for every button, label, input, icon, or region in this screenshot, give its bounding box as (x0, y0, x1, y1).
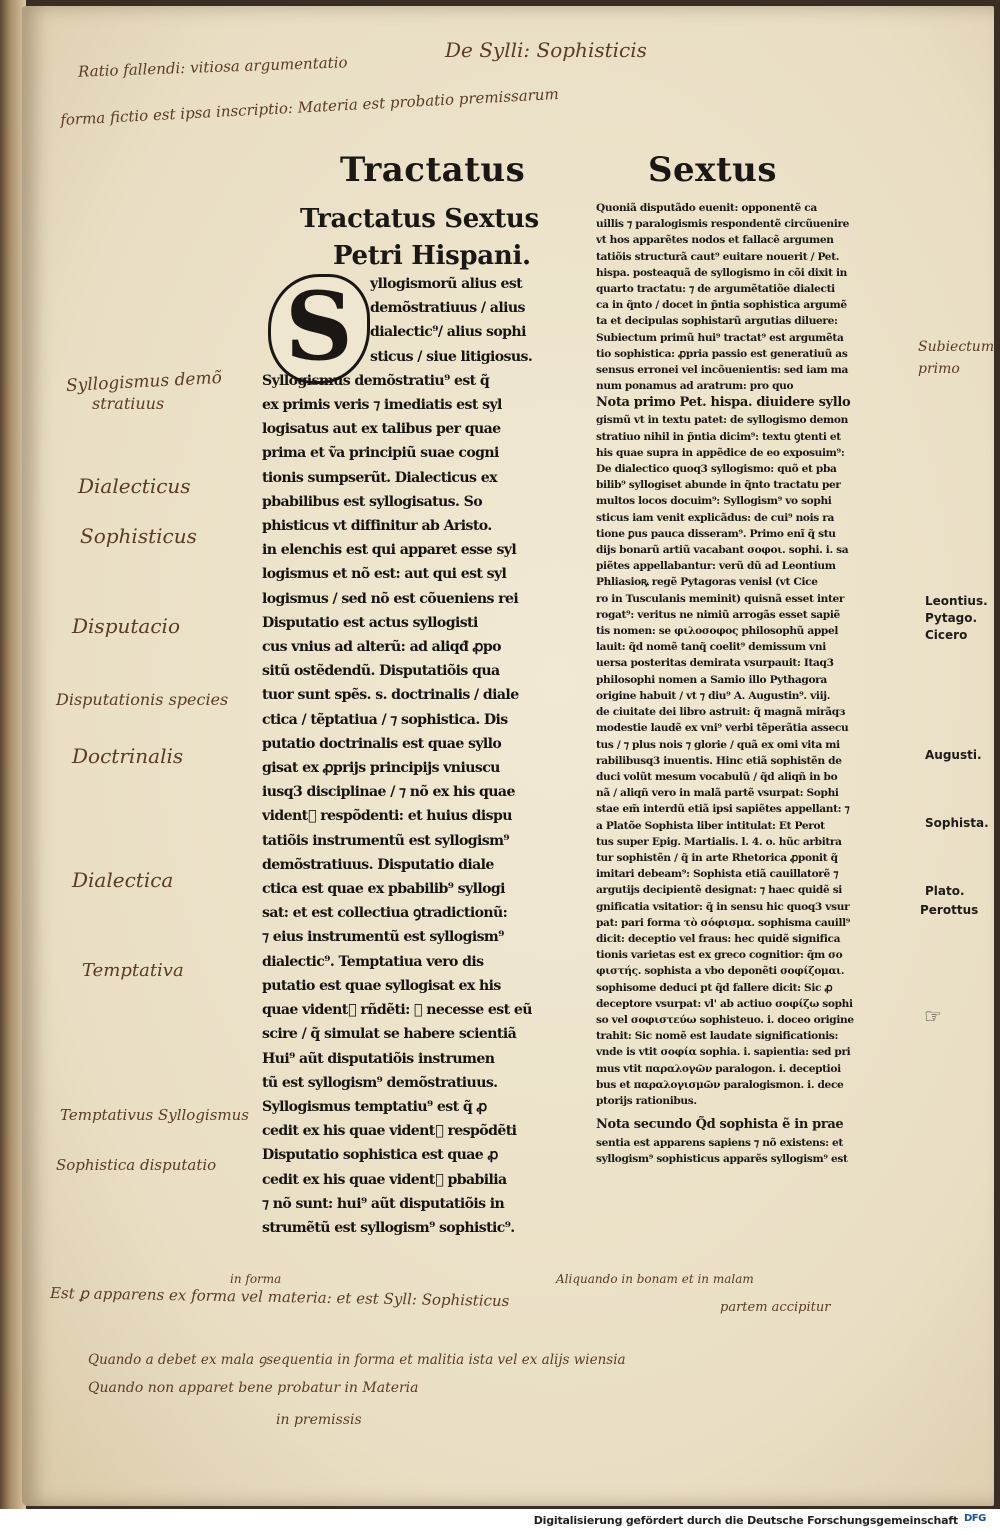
right-line: sensus erronei vel incõuenientis: sed iam ma (596, 364, 849, 377)
margin-note-temptativa: Temptativa (82, 960, 184, 981)
side-note-pytago: Pytago. (925, 611, 978, 625)
right-line: dijs bonarũ artiũ vacabant σοφοι. sophi. i. sa (596, 544, 849, 557)
right-line-heading: Nota secundo Q̃d sophista ẽ in prae (596, 1117, 844, 1133)
right-line: mus vtit παραλογῶν paralogon. i. deceptioi (596, 1062, 841, 1075)
right-line: argutijs decipientẽ designat: ⁊ haec quidẽ si (596, 884, 842, 897)
right-line: sticus iam venit explicãdus: de cui⁹ nois ra (596, 511, 835, 524)
drop-cap: S (268, 274, 370, 384)
left-line: Syllogismus temptatiu⁹ est q̃ ꝓ (262, 1098, 487, 1115)
title-line1: Tractatus Sextus (300, 204, 539, 234)
right-line: bus et παραλογισμῶν paralogismon. i. dece (596, 1078, 844, 1091)
bottom-note-line2: Quando a debet ex mala ꝯsequentia in forma et malitia ista vel ex alijs wiensia (88, 1352, 626, 1368)
left-line: strumẽtũ est syllogism⁹ sophistic⁹. (262, 1219, 515, 1236)
left-line: ⁊ eius instrumentũ est syllogism⁹ (262, 929, 504, 946)
right-line: quarto tractatu: ⁊ de argumẽtatiõe dialecti (596, 283, 835, 296)
left-line: sat: et est collectiua ꝯtradictionũ: (262, 905, 508, 922)
right-line: dicit: deceptio vel fraus: hec quidẽ significa (596, 932, 841, 945)
right-line: deceptore vsurpat: vl' ab actiuo σοφίζω sophi (596, 997, 853, 1010)
right-line: uersa posteritas demirata vsurpauit: Itaq3 (596, 657, 834, 670)
side-note-augusti: Augusti. (925, 748, 982, 762)
footer-text: Digitalisierung gefördert durch die Deutsche Forschungsgemeinschaft (533, 1514, 958, 1527)
title-line2: Petri Hispani. (333, 241, 531, 271)
manicule-icon: ☞ (924, 1004, 942, 1028)
right-line: ptorijs rationibus. (596, 1094, 697, 1107)
left-line: tionis sumpserũt. Dialecticus ex (262, 469, 497, 486)
right-line: a Platõe Sophista liber intitulat: Et Perot (596, 819, 825, 832)
running-head-right: Sextus (648, 150, 778, 190)
side-note-sophista: Sophista. (925, 816, 989, 830)
right-line: num ponamus ad aratrum: pro quo (596, 380, 794, 393)
dfg-logo: DFG (964, 1513, 986, 1524)
right-line-heading: Nota primo Pet. hispa. diuidere syllo (596, 395, 851, 411)
left-line: logismus et nõ est: aut qui est syl (262, 566, 507, 583)
digitization-footer (0, 1509, 1000, 1531)
side-note-cicero: Cicero (925, 628, 968, 642)
right-line: pat: pari forma τὸ σόφισμα. sophisma cauill⁹ (596, 916, 851, 929)
margin-note-sophisticus: Sophisticus (80, 524, 197, 548)
right-line: rabilibusq3 inuentis. Hinc etiã sophistẽn de (596, 754, 842, 767)
right-line: de ciuitate dei libro astruit: q̃ magnã mirãqз (596, 706, 846, 719)
right-line: tione ꝑus pauca disseram⁹. Primo enĩ q̃ stu (596, 527, 836, 540)
left-line: sitũ ostẽdendũ. Disputatiõis qua (262, 663, 500, 680)
right-line: stae em̃ interdũ etiã ipsi sapiẽtes appellant: ⁊ (596, 803, 850, 816)
right-line: De dialectico quoq3 syllogismo: quõ et pba (596, 463, 837, 476)
left-line: cedit ex his quae videntᷣ pbabilia (262, 1171, 507, 1188)
left-line: pbabilibus est syllogisatus. So (262, 493, 483, 510)
margin-note-disp-species: Disputationis species (56, 690, 229, 709)
right-line: philosophi nomen a Samio illo Pythagora (596, 673, 827, 686)
left-line: dialectic⁹. Temptatiua vero dis (262, 953, 484, 970)
margin-note-doctrinalis: Doctrinalis (72, 744, 184, 768)
left-line: putatio est quae syllogisat ex his (262, 977, 501, 994)
left-line: tuor sunt spẽs. s. doctrinalis / diale (262, 687, 519, 704)
top-note-right: De Sylli: Sophisticis (445, 38, 647, 62)
left-line: phisticus vt diffinitur ab Aristo. (262, 518, 492, 535)
left-line: Disputatio sophistica est quae ꝓ (262, 1147, 498, 1164)
left-line: ⁊ nõ sunt: hui⁹ aũt disputatiõis in (262, 1195, 505, 1212)
left-line: yllogismorũ alius est (370, 276, 523, 292)
left-line: logisatus aut ex talibus per quae (262, 421, 501, 438)
right-line: tus super Epig. Martialis. l. 4. o. hũc arbitra (596, 835, 842, 848)
left-line: demõstratiuus / alius (370, 300, 525, 317)
left-line: tũ est syllogism⁹ demõstratiuus. (262, 1074, 498, 1091)
right-line: tus / ⁊ plus nois ⁊ glorie / quã ex omi vita mi (596, 738, 840, 751)
right-line: his quae supra in appẽdice de eo exposuim⁹: (596, 446, 845, 459)
right-line: tur sophistẽn / q̃ in arte Rhetorica ꝓponit q̃ (596, 851, 838, 864)
margin-note-temptativus: Temptativus Syllogismus (60, 1106, 249, 1124)
right-line: stratiuo nihil in p̃ntia dicim⁹: textu ꝯtenti et (596, 430, 841, 443)
right-line: ca in q̃nto / docet in p̃ntia sophistica argumẽ (596, 299, 847, 312)
right-line: ro in Tusculanis meminit) quisnã esset inter (596, 592, 845, 605)
right-line: lauit: q̃d nomẽ tanq̃ coelit⁹ demissum vni (596, 641, 826, 654)
bottom-note-line1: Est ꝑ apparens ex forma vel materia: et est Syll: Sophisticus (49, 1283, 510, 1311)
running-head-left: Tractatus (340, 150, 526, 190)
right-column (596, 200, 914, 1168)
right-line: origine habuit / vt ⁊ diu⁹ A. Augustin⁹. viij. (596, 689, 831, 702)
side-note-plato: Plato. (925, 884, 965, 898)
left-line: sticus / siue litigiosus. (370, 348, 533, 365)
right-line: Phliasioꝶ regẽ Pytagoras venisƚ (vt Cice (596, 576, 818, 589)
left-line: cedit ex his quae videntᷣ respõdẽti (262, 1123, 517, 1140)
right-line: bilib⁹ syllogiset abunde in q̃nto tractatu per (596, 479, 841, 492)
right-line: so vel σοφιστεύω sophisteuo. i. doceo origine (596, 1013, 854, 1026)
bottom-note-line4: in premissis (276, 1412, 362, 1428)
left-line: tatiõis instrumentũ est syllogism⁹ (262, 832, 509, 849)
bottom-note-line3: Quando non apparet bene probatur in Materia (88, 1380, 419, 1396)
margin-note-syllogismus-demo: Syllogismus demõ (65, 367, 223, 397)
right-line: modestie laudẽ ex vni⁹ verbi tẽperãtia assecu (596, 722, 849, 735)
left-line: gisat ex ꝓprijs principijs vniuscu (262, 760, 500, 777)
left-line: iusq3 disciplinae / ⁊ nõ ex his quae (262, 784, 515, 801)
left-line: ex primis veris ⁊ imediatis est syl (262, 397, 502, 414)
left-line: cus vnius ad alterũ: ad aliqđ ꝓpo (262, 639, 501, 656)
right-line: sophisome deduci pt q̃d fallere dicit: Sic ꝓ (596, 981, 833, 994)
right-line: syllogism⁹ sophisticus apparẽs syllogism⁹ est (596, 1153, 848, 1166)
right-line: ta et decipulas sophistarũ argutias diluere: (596, 315, 838, 328)
right-line: sentia est apparens sapiens ⁊ nõ existens: et (596, 1137, 843, 1150)
right-line: nã / aliqñ vero in malã partẽ vsurpat: Sophi (596, 787, 839, 800)
left-line: dialectic⁹/ alius sophi (370, 324, 526, 341)
bottom-note-line1-right2: partem accipitur (720, 1300, 831, 1315)
top-note-line2: forma fictio est ipsa inscriptio: Materia est probatio premissarum (59, 84, 560, 130)
margin-note-disputacio: Disputacio (72, 614, 180, 638)
left-line: Syllogismus demõstratiu⁹ est q̃ (262, 372, 490, 389)
bottom-note-line1-above: in forma (230, 1272, 282, 1286)
right-line: uillis ⁊ paralogismis respondentẽ circũuenire (596, 218, 850, 231)
left-line: putatio doctrinalis est quae syllo (262, 735, 502, 752)
left-line: logismus / sed nõ est cõueniens rei (262, 590, 519, 607)
right-line: gismũ vt in textu patet: de syllogismo demon (596, 414, 848, 427)
right-line: multos locos docuim⁹: Syllogism⁹ vo sophi (596, 495, 832, 508)
right-line: duci volũt mesum vocabulũ / q̃d aliqñ in bo (596, 770, 838, 783)
margin-note-dialectica: Dialectica (72, 868, 174, 892)
right-line: hispa. posteaquã de syllogismo in cõi dixit in (596, 266, 847, 279)
right-line: Quoniã disputãdo euenit: opponentẽ ca (596, 202, 817, 214)
right-line: vnde is vtit σοφία sophia. i. sapientia: sed pri (596, 1046, 851, 1059)
left-line: Disputatio est actus syllogisti (262, 614, 478, 631)
right-line: imitari debeam⁹: Sophista etiã cauillatorẽ ⁊ (596, 868, 839, 881)
left-line: scire / q̃ simulat se habere scientiã (262, 1026, 517, 1043)
right-line: vt hos apparẽtes nodos et fallacẽ argumen (596, 234, 834, 247)
side-note-leontius: Leontius. (925, 594, 988, 608)
left-line: videntᷣ respõdenti: et huius dispu (262, 808, 512, 825)
left-line: ctica / tẽptatiua / ⁊ sophistica. Dis (262, 711, 508, 728)
left-line: Hui⁹ aũt disputatiõis instrumen (262, 1050, 495, 1067)
right-line: tio sophistica: ꝓpria passio est generatiuũ as (596, 347, 848, 360)
left-line: ctica est quae ex pbabilib⁹ syllogi (262, 881, 505, 898)
side-note-perottus: Perottus (920, 903, 979, 917)
top-note-line1: Ratio fallendi: vitiosa argumentatio (77, 53, 348, 81)
left-column (262, 272, 572, 1240)
right-line: tionis varietas est ex greco cognitior: q̃m σο (596, 949, 843, 962)
margin-note-dialecticus: Dialecticus (78, 474, 191, 498)
right-line: Subiectum primũ hui⁹ tractat⁹ est argumẽta (596, 331, 844, 344)
right-line: gnificatia vsitatior: q̃ in sensu hic quoq3 vsur (596, 900, 850, 913)
right-line: piẽtes appellabantur: verũ dũ ad Leontium (596, 560, 836, 573)
right-line: tis nomen: se φιλοσοφος philosophũ appel (596, 625, 839, 638)
left-line: quae videntᷣ rñdẽti: ⁊ necesse est eũ (262, 1002, 532, 1019)
left-line: demõstratiuus. Disputatio diale (262, 856, 494, 873)
right-line: trahit: Sic nomẽ est laudate significationis: (596, 1030, 839, 1043)
left-line: prima et ṽa principiũ suae cogni (262, 445, 499, 462)
right-line: φιστής. sophista a vbo deponẽti σοφίζομαι. (596, 965, 845, 978)
margin-note-syllogismus-demo2: stratiuus (92, 394, 165, 413)
left-line: in elenchis est qui apparet esse syl (262, 542, 517, 559)
margin-note-subiectum: Subiectum primo (918, 339, 995, 377)
margin-note-sophistica-disp: Sophistica disputatio (56, 1156, 217, 1174)
bottom-note-line1-right: Aliquando in bonam et in malam (556, 1272, 754, 1286)
right-line: tatiõis structurã caut⁹ euitare nouerit / Pet. (596, 250, 840, 263)
right-line: rogat⁹: veritus ne nimiũ arrogãs esset sapiẽ (596, 608, 840, 621)
